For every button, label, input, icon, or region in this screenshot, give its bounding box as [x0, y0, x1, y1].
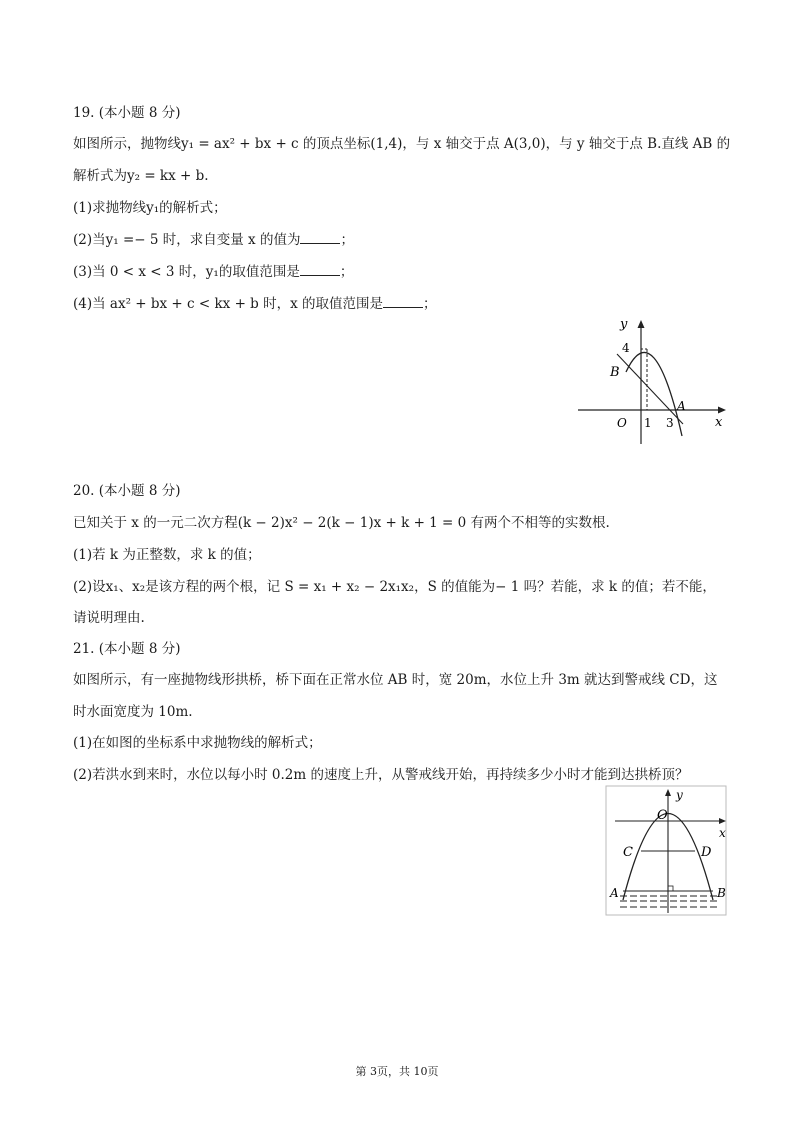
- line-ab: [617, 354, 683, 424]
- q20-part1: (1)若 k 为正整数，求 k 的值；: [73, 547, 261, 563]
- q20-part2-line1: (2)设x₁、x₂是该方程的两个根，记 S = x₁ + x₂ − 2x₁x₂，S 的值能为− 1 吗？若能，求 k 的值；若不能，: [73, 579, 716, 595]
- label-x: x: [715, 415, 723, 430]
- label-three: 3: [666, 416, 674, 430]
- x-axis-arrow: [718, 407, 726, 414]
- q19-stem-line1: 如图所示，抛物线y₁ = ax² + bx + c 的顶点坐标(1,4)，与 x 轴交于点 A(3,0)，与 y 轴交于点 B.直线 AB 的: [73, 136, 731, 152]
- label-y: y: [620, 317, 628, 332]
- q19-part1: (1)求抛物线y₁的解析式；: [73, 200, 227, 216]
- q19-part3-end: ；: [339, 264, 354, 280]
- q19-part4-text: (4)当 ax² + bx + c < kx + b 时，x 的取值范围是: [73, 296, 384, 312]
- label-one: 1: [644, 416, 652, 430]
- y-axis-arrow: [638, 320, 645, 328]
- answer-blank[interactable]: [383, 295, 423, 308]
- q19-stem-line2: 解析式为y₂ = kx + b.: [73, 168, 209, 184]
- q19-part4: [73, 295, 437, 313]
- q20-part2-line2: 请说明理由.: [73, 610, 145, 626]
- label-c: C: [623, 845, 633, 860]
- q21-stem-line1: 如图所示，有一座抛物线形拱桥，桥下面在正常水位 AB 时，宽 20m，水位上升 3m 就达到警戒线 CD，这: [73, 672, 718, 688]
- q21-part1: (1)在如图的坐标系中求抛物线的解析式；: [73, 735, 322, 751]
- label-o: O: [657, 808, 668, 823]
- q19-part4-end: ；: [423, 296, 437, 312]
- q20-stem: 已知关于 x 的一元二次方程(k − 2)x² − 2(k − 1)x + k + 1 = 0 有两个不相等的实数根.: [73, 515, 610, 531]
- q21-header: 21. (本小题 8 分): [73, 641, 181, 657]
- label-d: D: [701, 845, 712, 860]
- page-footer: 第 3页，共 10页: [355, 1065, 439, 1078]
- label-b: B: [610, 365, 620, 380]
- q19-header: 19. (本小题 8 分): [73, 105, 181, 121]
- label-b: B: [717, 886, 726, 900]
- label-o: O: [617, 416, 627, 430]
- q19-part3-text: (3)当 0 < x < 3 时，y₁的取值范围是: [73, 264, 300, 280]
- q19-part2-end: ；: [340, 232, 354, 248]
- q19-part2-text: (2)当y₁ =− 5 时，求自变量 x 的值为: [73, 232, 301, 248]
- q19-part3: [73, 263, 353, 281]
- label-a: A: [677, 399, 686, 413]
- q19-parabola-figure: [570, 312, 735, 447]
- q19-part2: [73, 231, 354, 249]
- q21-bridge-figure: [605, 785, 733, 917]
- x-axis-arrow: [719, 818, 726, 824]
- y-axis-arrow: [665, 789, 671, 796]
- answer-blank[interactable]: [300, 231, 340, 244]
- label-x: x: [719, 826, 726, 840]
- label-y: y: [676, 788, 683, 802]
- answer-blank[interactable]: [300, 263, 340, 276]
- right-angle-mark: [668, 886, 673, 891]
- q20-header: 20. (本小题 8 分): [73, 483, 181, 499]
- q21-part2: (2)若洪水到来时，水位以每小时 0.2m 的速度上升，从警戒线开始，再持续多少小时才能到达拱桥顶？: [73, 767, 689, 783]
- label-a: A: [610, 886, 619, 900]
- label-four: 4: [622, 341, 630, 355]
- q21-stem-line2: 时水面宽度为 10m.: [73, 704, 193, 720]
